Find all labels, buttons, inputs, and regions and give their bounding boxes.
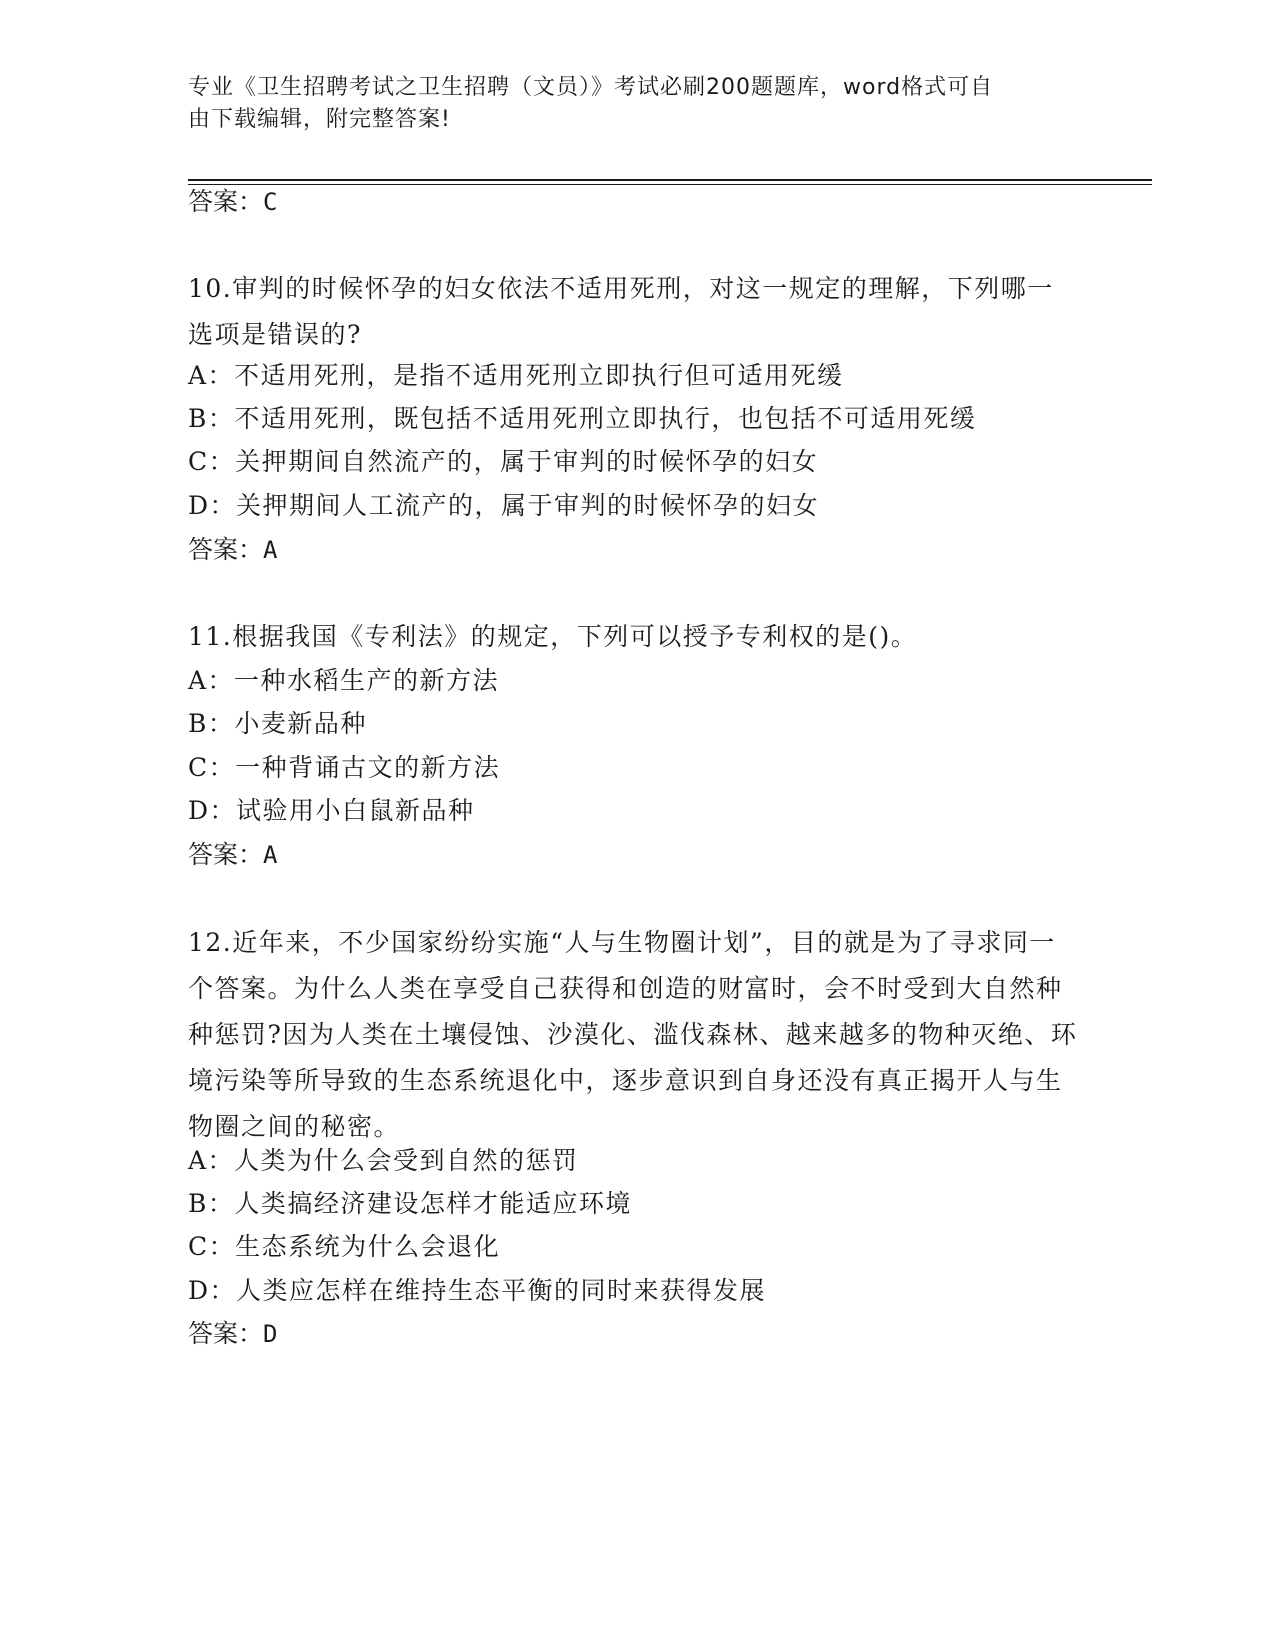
option-b: B：不适用死刑，既包括不适用死刑立即执行，也包括不可适用死缓 (188, 404, 977, 433)
answer-value: A (263, 841, 278, 869)
answer-value: D (263, 1320, 278, 1348)
option-d: D：关押期间人工流产的，属于审判的时候怀孕的妇女 (188, 491, 820, 520)
option-a: A：人类为什么会受到自然的惩罚 (188, 1146, 579, 1175)
answer-value: A (263, 536, 278, 564)
header-divider (188, 179, 1152, 181)
header-line-2: 由下载编辑，附完整答案! (188, 107, 451, 132)
answer-line (188, 186, 277, 218)
option-c: C：一种背诵古文的新方法 (188, 753, 501, 782)
answer-line (188, 1318, 277, 1350)
option-b: B：人类搞经济建设怎样才能适应环境 (188, 1189, 632, 1218)
answer-label: 答案： (188, 187, 264, 216)
option-a: A：一种水稻生产的新方法 (188, 666, 500, 695)
option-d: D：试验用小白鼠新品种 (188, 796, 475, 825)
answer-line (188, 534, 277, 566)
question-stem: 11.根据我国《专利法》的规定，下列可以授予专利权的是()。 (188, 622, 918, 651)
header-divider-thin (188, 184, 1152, 185)
option-a: A：不适用死刑，是指不适用死刑立即执行但可适用死缓 (188, 361, 844, 390)
answer-value: C (263, 188, 278, 216)
option-c: C：生态系统为什么会退化 (188, 1232, 501, 1261)
option-c: C：关押期间自然流产的，属于审判的时候怀孕的妇女 (188, 447, 819, 476)
answer-label: 答案： (188, 840, 264, 869)
option-b: B：小麦新品种 (188, 709, 367, 738)
question-stem: 10.审判的时候怀孕的妇女依法不适用死刑，对这一规定的理解，下列哪一选项是错误的? (188, 274, 1054, 349)
option-d: D：人类应怎样在维持生态平衡的同时来获得发展 (188, 1276, 767, 1305)
answer-line (188, 839, 277, 871)
header-line-1: 专业《卫生招聘考试之卫生招聘（文员）》考试必刷200题题库，word格式可自 (188, 75, 994, 100)
answer-label: 答案： (188, 1319, 264, 1348)
document-header (188, 72, 1088, 136)
question-stem: 12.近年来，不少国家纷纷实施“人与生物圈计划”，目的就是为了寻求同一个答案。为什么人类在享受自己获得和创造的财富时，会不时受到大自然种种惩罚?因为人类在土壤侵蚀、沙漠化、滥伐森林、越来越多的物种灭绝、环境污染等所导致的生态系统退化中，逐步意识到自身还没有真正揭开人与生物圈之间的秘密。 (188, 928, 1078, 1141)
answer-label: 答案： (188, 535, 264, 564)
